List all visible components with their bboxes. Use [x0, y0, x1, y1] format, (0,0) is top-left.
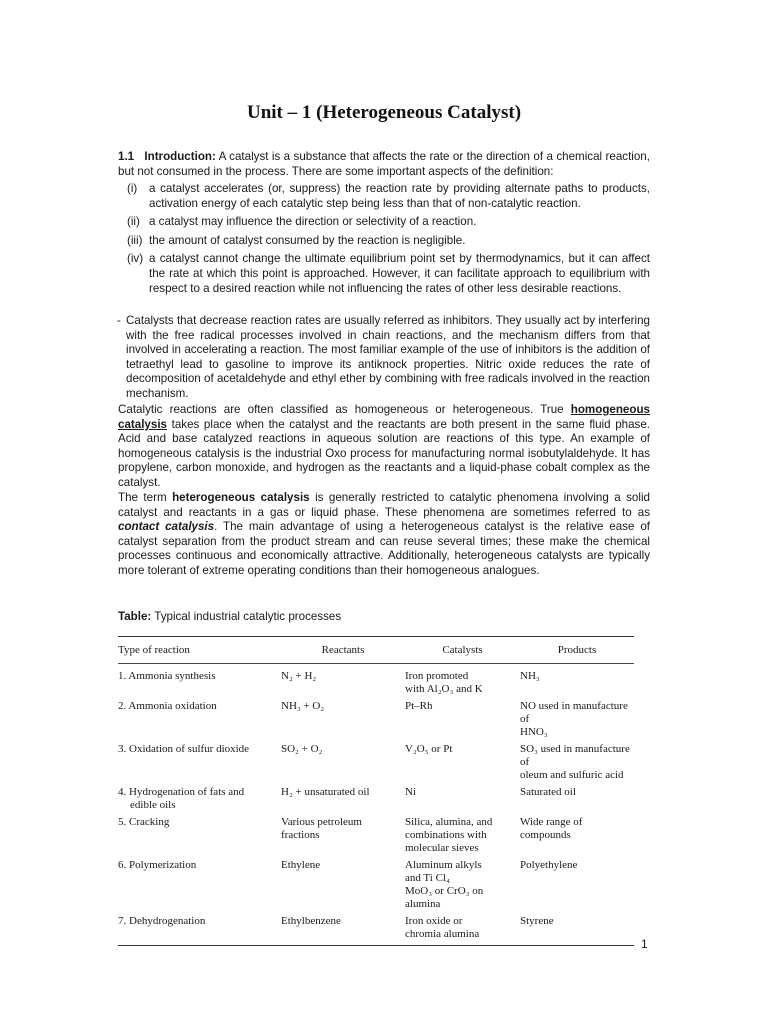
homogeneous-text-before: Catalytic reactions are often classified as homogeneous or heterogeneous. True: [118, 403, 571, 416]
cell-line: Iron oxide or: [405, 915, 463, 927]
cell-reactants: [281, 915, 405, 941]
intro-paragraph: [118, 150, 650, 179]
definition-text: a catalyst may influence the direction or selectivity of a reaction.: [149, 215, 477, 229]
table-caption: [118, 610, 341, 623]
inhibitors-paragraph: [117, 314, 650, 402]
cell-line: MoO₃ or CrO₃ on: [405, 885, 484, 897]
header-type: Type of reaction: [118, 643, 190, 656]
homogeneous-text-after: takes place when the catalyst and the reactants are both present in the same fluid phase. Acid and base catalyzed reactions in aqueous solution are reactions of this type. An example of homogeneous catalysis is the industrial Oxo process for manufacturing normal isobutylaldehyde. It has propylene, carbon monoxide, and hydrogen as the reactants and a liquid-phase cobalt complex as the catalyst.: [118, 417, 650, 489]
cell-type: [118, 743, 281, 782]
catalytic-processes-table: [118, 636, 634, 946]
table-row: [118, 743, 634, 782]
heterogeneous-text-after: . The main advantage of using a heterogeneous catalyst is the relative ease of catalyst separation from the product stream and can reuse several times; these make the chemical processes continuous and economically attractive. Additionally, heterogeneous catalysts are typically more tolerant of extreme operating conditions than their homogeneous analogues.: [118, 520, 650, 577]
definition-text: a catalyst cannot change the ultimate equilibrium point set by thermodynamics, but it can affect the rate at which this point is approached. However, it can facilitate approach to equilibrium with respect to a desired reaction while not influencing the rates of other less desirable reactions.: [149, 252, 650, 295]
cell-line: SO₂ + O₂: [281, 743, 323, 755]
table-caption-label: Table:: [118, 610, 152, 623]
cell-reactants: [281, 816, 405, 855]
cell-reactants: [281, 859, 405, 911]
cell-type: [118, 670, 281, 696]
table-caption-text: Typical industrial catalytic processes: [151, 610, 342, 623]
cell-reactants: [281, 700, 405, 739]
cell-line: 3. Oxidation of sulfur dioxide: [118, 743, 250, 755]
cell-line: NH₃ + O₂: [281, 700, 325, 712]
cell-line: with Al₂O₃ and K: [405, 683, 483, 695]
definition-item: [127, 234, 650, 249]
cell-line: molecular sieves: [405, 842, 479, 854]
cell-line: Pt–Rh: [405, 700, 433, 712]
cell-line: 5. Cracking: [118, 816, 170, 828]
table-body: [118, 664, 634, 941]
table-row: [118, 670, 634, 696]
table-header-row: [118, 637, 634, 663]
definition-item: [127, 182, 650, 211]
cell-line: fractions: [281, 829, 320, 841]
cell-line: 2. Ammonia oxidation: [118, 700, 217, 712]
heterogeneous-text-middle: is generally restricted to catalytic phenomena involving a solid catalyst and reactants in a gas or liquid phase. These phenomena are sometimes referred to as: [118, 491, 650, 519]
header-reactants: Reactants: [321, 643, 365, 656]
cell-type: [118, 700, 281, 739]
cell-line: N₂ + H₂: [281, 670, 317, 682]
cell-line: Ni: [405, 786, 416, 798]
table-row: [118, 915, 634, 941]
cell-catalysts: [405, 670, 520, 696]
table-row: [118, 816, 634, 855]
cell-type: [118, 816, 281, 855]
page-title: Unit – 1 (Heterogeneous Catalyst): [246, 102, 522, 123]
cell-products: [520, 859, 634, 911]
cell-products: [520, 915, 634, 941]
definition-text: the amount of catalyst consumed by the reaction is negligible.: [149, 233, 466, 247]
cell-line: Wide range of compounds: [520, 816, 583, 841]
cell-line: Silica, alumina, and: [405, 816, 493, 828]
definition-number: (iv): [127, 252, 144, 266]
cell-catalysts: [405, 700, 520, 739]
cell-line: combinations with: [405, 829, 487, 841]
table-row: [118, 786, 634, 812]
bullet-dash: -: [117, 314, 121, 327]
cell-line: NH₃: [520, 670, 540, 682]
definition-item: [127, 252, 650, 296]
cell-line: Polyethylene: [520, 859, 578, 871]
contact-catalysis-keyword: contact catalysis: [118, 520, 215, 534]
cell-products: [520, 786, 634, 812]
homogeneous-keyword: homogeneous catalysis: [118, 403, 650, 431]
cell-line: Aluminum alkyls: [405, 859, 482, 871]
definition-number: (i): [127, 182, 138, 195]
heterogeneous-paragraph: [118, 491, 650, 579]
cell-reactants: [281, 670, 405, 696]
cell-line: Ethylbenzene: [281, 915, 341, 927]
cell-line: alumina: [405, 898, 441, 910]
heterogeneous-text-before: The term: [118, 491, 173, 504]
cell-line: Ethylene: [281, 859, 321, 871]
definition-number: (ii): [127, 215, 140, 229]
cell-catalysts: [405, 915, 520, 941]
cell-products: [520, 670, 634, 696]
cell-line: H₂ + unsaturated oil: [281, 786, 370, 798]
inhibitors-text: Catalysts that decrease reaction rates are usually referred as inhibitors. They usually act by interfering with the free radical processes involved in chain reactions, and the mechanism differs from that involved in accelerating a reaction. The most familiar example of the use of inhibitors is the addition of tetraethyl lead to gasoline to improve its antiknock properties. Nitric oxide reduces the rate of decomposition of acetaldehyde and ethyl ether by combining with free radicals involved in the reaction mechanism.: [126, 314, 650, 400]
cell-line: HNO₃: [520, 726, 548, 738]
cell-line: and Ti Cl₄: [405, 872, 450, 884]
definition-text: a catalyst accelerates (or, suppress) the reaction rate by providing alternate paths to products, activation energy of each catalytic step being less than that of non-catalytic reaction.: [149, 182, 650, 210]
section-heading: Introduction:: [144, 150, 216, 163]
cell-line: V₂O₅ or Pt: [405, 743, 453, 755]
cell-line: 1. Ammonia synthesis: [118, 670, 216, 682]
cell-products: [520, 743, 634, 782]
homogeneous-paragraph: [118, 403, 650, 491]
section-number: 1.1: [118, 150, 135, 163]
cell-catalysts: [405, 786, 520, 812]
definition-number: (iii): [127, 233, 143, 247]
heterogeneous-keyword: heterogeneous catalysis: [172, 491, 310, 504]
page-number: 1: [641, 937, 648, 951]
cell-line: 6. Polymerization: [118, 859, 197, 871]
definition-list: [127, 182, 650, 300]
cell-line: Various petroleum: [281, 816, 362, 828]
cell-type: [118, 786, 281, 812]
table-bottom-rule: [118, 945, 634, 946]
cell-catalysts: [405, 743, 520, 782]
table-row: [118, 700, 634, 739]
cell-line: edible oils: [130, 799, 176, 811]
header-catalysts: Catalysts: [442, 643, 483, 656]
cell-products: [520, 700, 634, 739]
cell-line: 7. Dehydrogenation: [118, 915, 206, 927]
cell-line: oleum and sulfuric acid: [520, 769, 624, 781]
cell-type: [118, 859, 281, 911]
cell-line: NO used in manufacture of: [520, 700, 628, 725]
cell-line: Styrene: [520, 915, 554, 927]
intro-text: A catalyst is a substance that affects the rate or the direction of a chemical reaction, but not consumed in the process. There are some important aspects of the definition:: [118, 150, 650, 178]
table-row: [118, 859, 634, 911]
cell-products: [520, 816, 634, 855]
cell-reactants: [281, 786, 405, 812]
cell-line: chromia alumina: [405, 928, 480, 940]
cell-type: [118, 915, 281, 941]
definition-item: [127, 215, 650, 230]
cell-catalysts: [405, 859, 520, 911]
cell-line: Saturated oil: [520, 786, 576, 798]
cell-line: 4. Hydrogenation of fats and: [118, 786, 245, 798]
cell-line: Iron promoted: [405, 670, 469, 682]
cell-catalysts: [405, 816, 520, 855]
cell-reactants: [281, 743, 405, 782]
header-products: Products: [557, 643, 597, 656]
cell-line: SO₃ used in manufacture of: [520, 743, 630, 768]
